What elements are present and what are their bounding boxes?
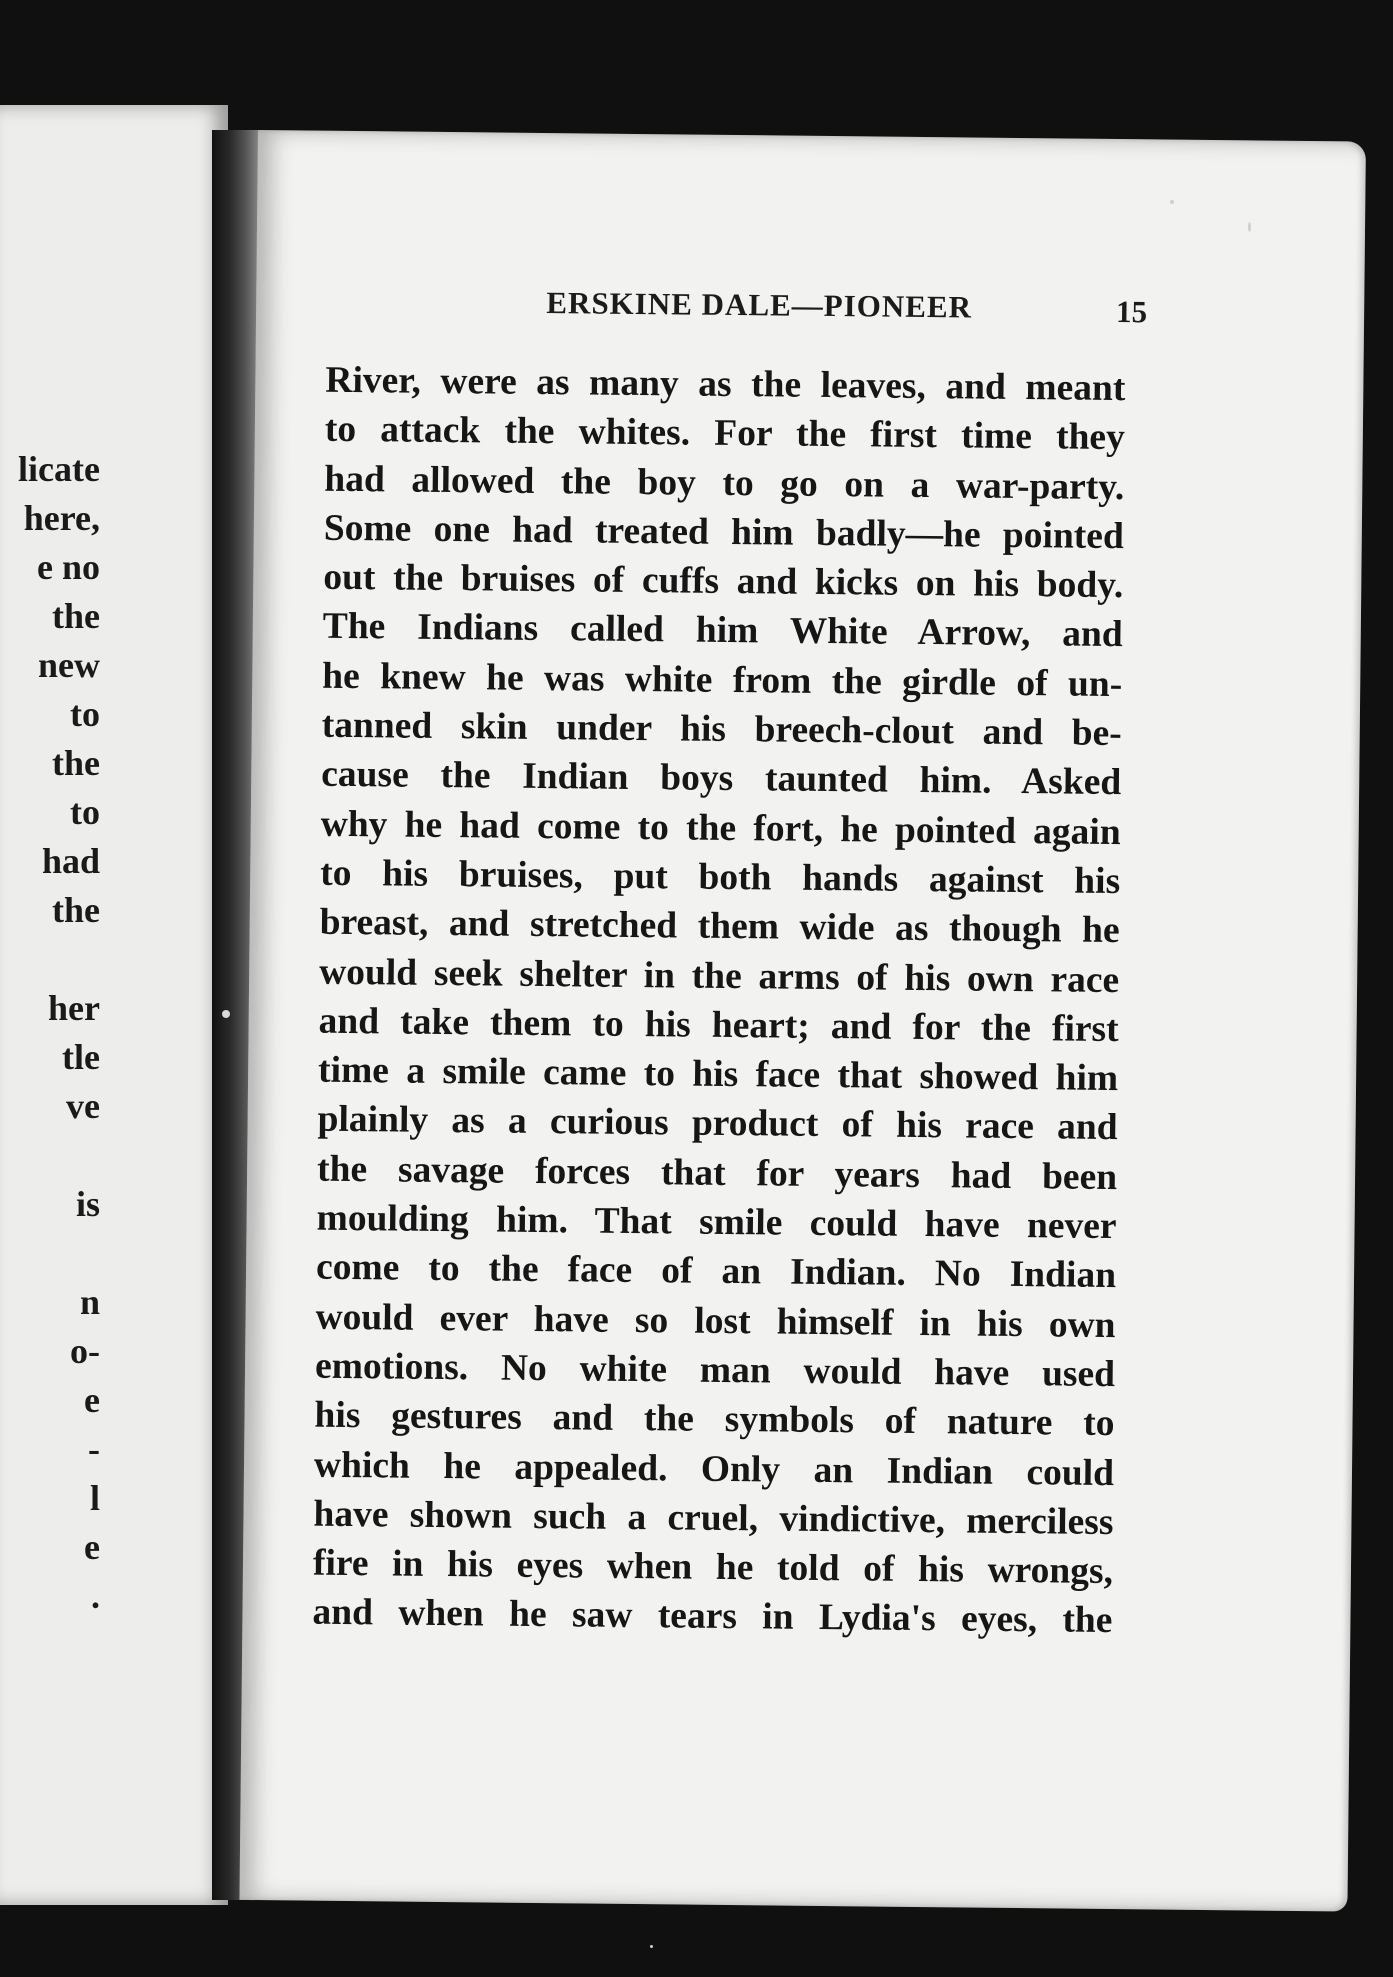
left-fragment-line: e: [84, 1380, 100, 1420]
left-facing-page: [0, 105, 228, 1905]
body-line: moulding him. That smile could have never: [316, 1197, 1117, 1248]
left-fragment-line: licate: [18, 449, 100, 489]
left-fragment-line: [0, 1229, 100, 1278]
right-page: [239, 130, 1365, 1912]
left-fragment-line: [0, 1131, 100, 1180]
body-line: which he appealed. Only an Indian could: [313, 1444, 1115, 1494]
body-line: come to the face of an Indian. No Indian: [315, 1247, 1117, 1297]
body-line: his gestures and the symbols of nature to: [314, 1394, 1115, 1445]
body-line: would ever have so lost himself in his own: [315, 1296, 1116, 1346]
left-fragment-line: [0, 935, 100, 984]
body-line: to attack the whites. For the first time they: [324, 409, 1126, 459]
left-fragment-line: new: [38, 645, 100, 685]
left-fragment-line: ve: [66, 1086, 100, 1126]
body-line: time a smile came to his face that showed him: [317, 1049, 1119, 1100]
left-fragment-line: e no: [37, 547, 100, 587]
left-fragment-line: to: [70, 792, 100, 832]
left-fragment-line: tle: [62, 1037, 100, 1077]
body-line: plainly as a curious product of his race and: [317, 1099, 1118, 1149]
body-line: The Indians called him White Arrow, and: [322, 606, 1123, 656]
body-line: and when he saw tears in Lydia's eyes, the: [312, 1592, 1113, 1642]
body-line: had allowed the boy to go on a war-party.: [324, 458, 1125, 508]
left-fragment-line: is: [75, 1184, 100, 1224]
left-fragment-line: e: [84, 1527, 100, 1567]
body-line: the savage forces that for years had been: [316, 1148, 1118, 1198]
scan-speck: [1248, 222, 1251, 232]
body-line: River, were as many as the leaves, and meant: [325, 359, 1126, 410]
left-fragment-line: l: [89, 1478, 100, 1518]
body-line: fire in his eyes when he told of his wrongs,: [312, 1542, 1114, 1593]
page-body-text: [312, 356, 1125, 1646]
body-line: cause the Indian boys taunted him. Asked: [321, 754, 1122, 804]
body-line: tanned skin under his breech-clout and be-: [321, 704, 1122, 755]
body-line: out the bruises of cuffs and kicks on his body.: [323, 556, 1124, 607]
left-fragment-line: o-: [70, 1331, 100, 1371]
body-line: and take them to his heart; and for the first: [318, 1000, 1119, 1050]
left-fragment-line: -: [88, 1429, 100, 1469]
body-line: have shown such a cruel, vindictive, merciless: [313, 1493, 1114, 1543]
left-fragment-line: .: [91, 1576, 100, 1616]
left-fragment-line: had: [41, 841, 100, 881]
left-fragment-line: the: [52, 890, 100, 930]
scan-speck: [222, 1010, 230, 1018]
body-line: breast, and stretched them wide as though he: [319, 901, 1120, 952]
page-number: 15: [1115, 293, 1148, 330]
left-fragment-line: to: [70, 694, 100, 734]
body-line: he knew he was white from the girdle of un-: [322, 655, 1123, 705]
left-fragment-line: here,: [23, 498, 100, 538]
body-line: emotions. No white man would have used: [314, 1345, 1116, 1395]
running-head: ERSKINE DALE—PIONEER: [546, 285, 973, 325]
left-page-text-fragments: [0, 445, 100, 1621]
left-fragment-line: her: [48, 988, 100, 1028]
left-fragment-line: n: [79, 1282, 100, 1322]
left-fragment-line: the: [52, 743, 100, 783]
body-line: why he had come to the fort, he pointed again: [320, 803, 1121, 853]
body-line: Some one had treated him badly—he pointed: [323, 507, 1125, 557]
scan-speck: [650, 1945, 653, 1948]
body-line: to his bruises, put both hands against his: [320, 852, 1121, 903]
body-line: would seek shelter in the arms of his own race: [318, 951, 1120, 1001]
left-fragment-line: the: [52, 596, 100, 636]
scan-speck: [1170, 200, 1174, 204]
